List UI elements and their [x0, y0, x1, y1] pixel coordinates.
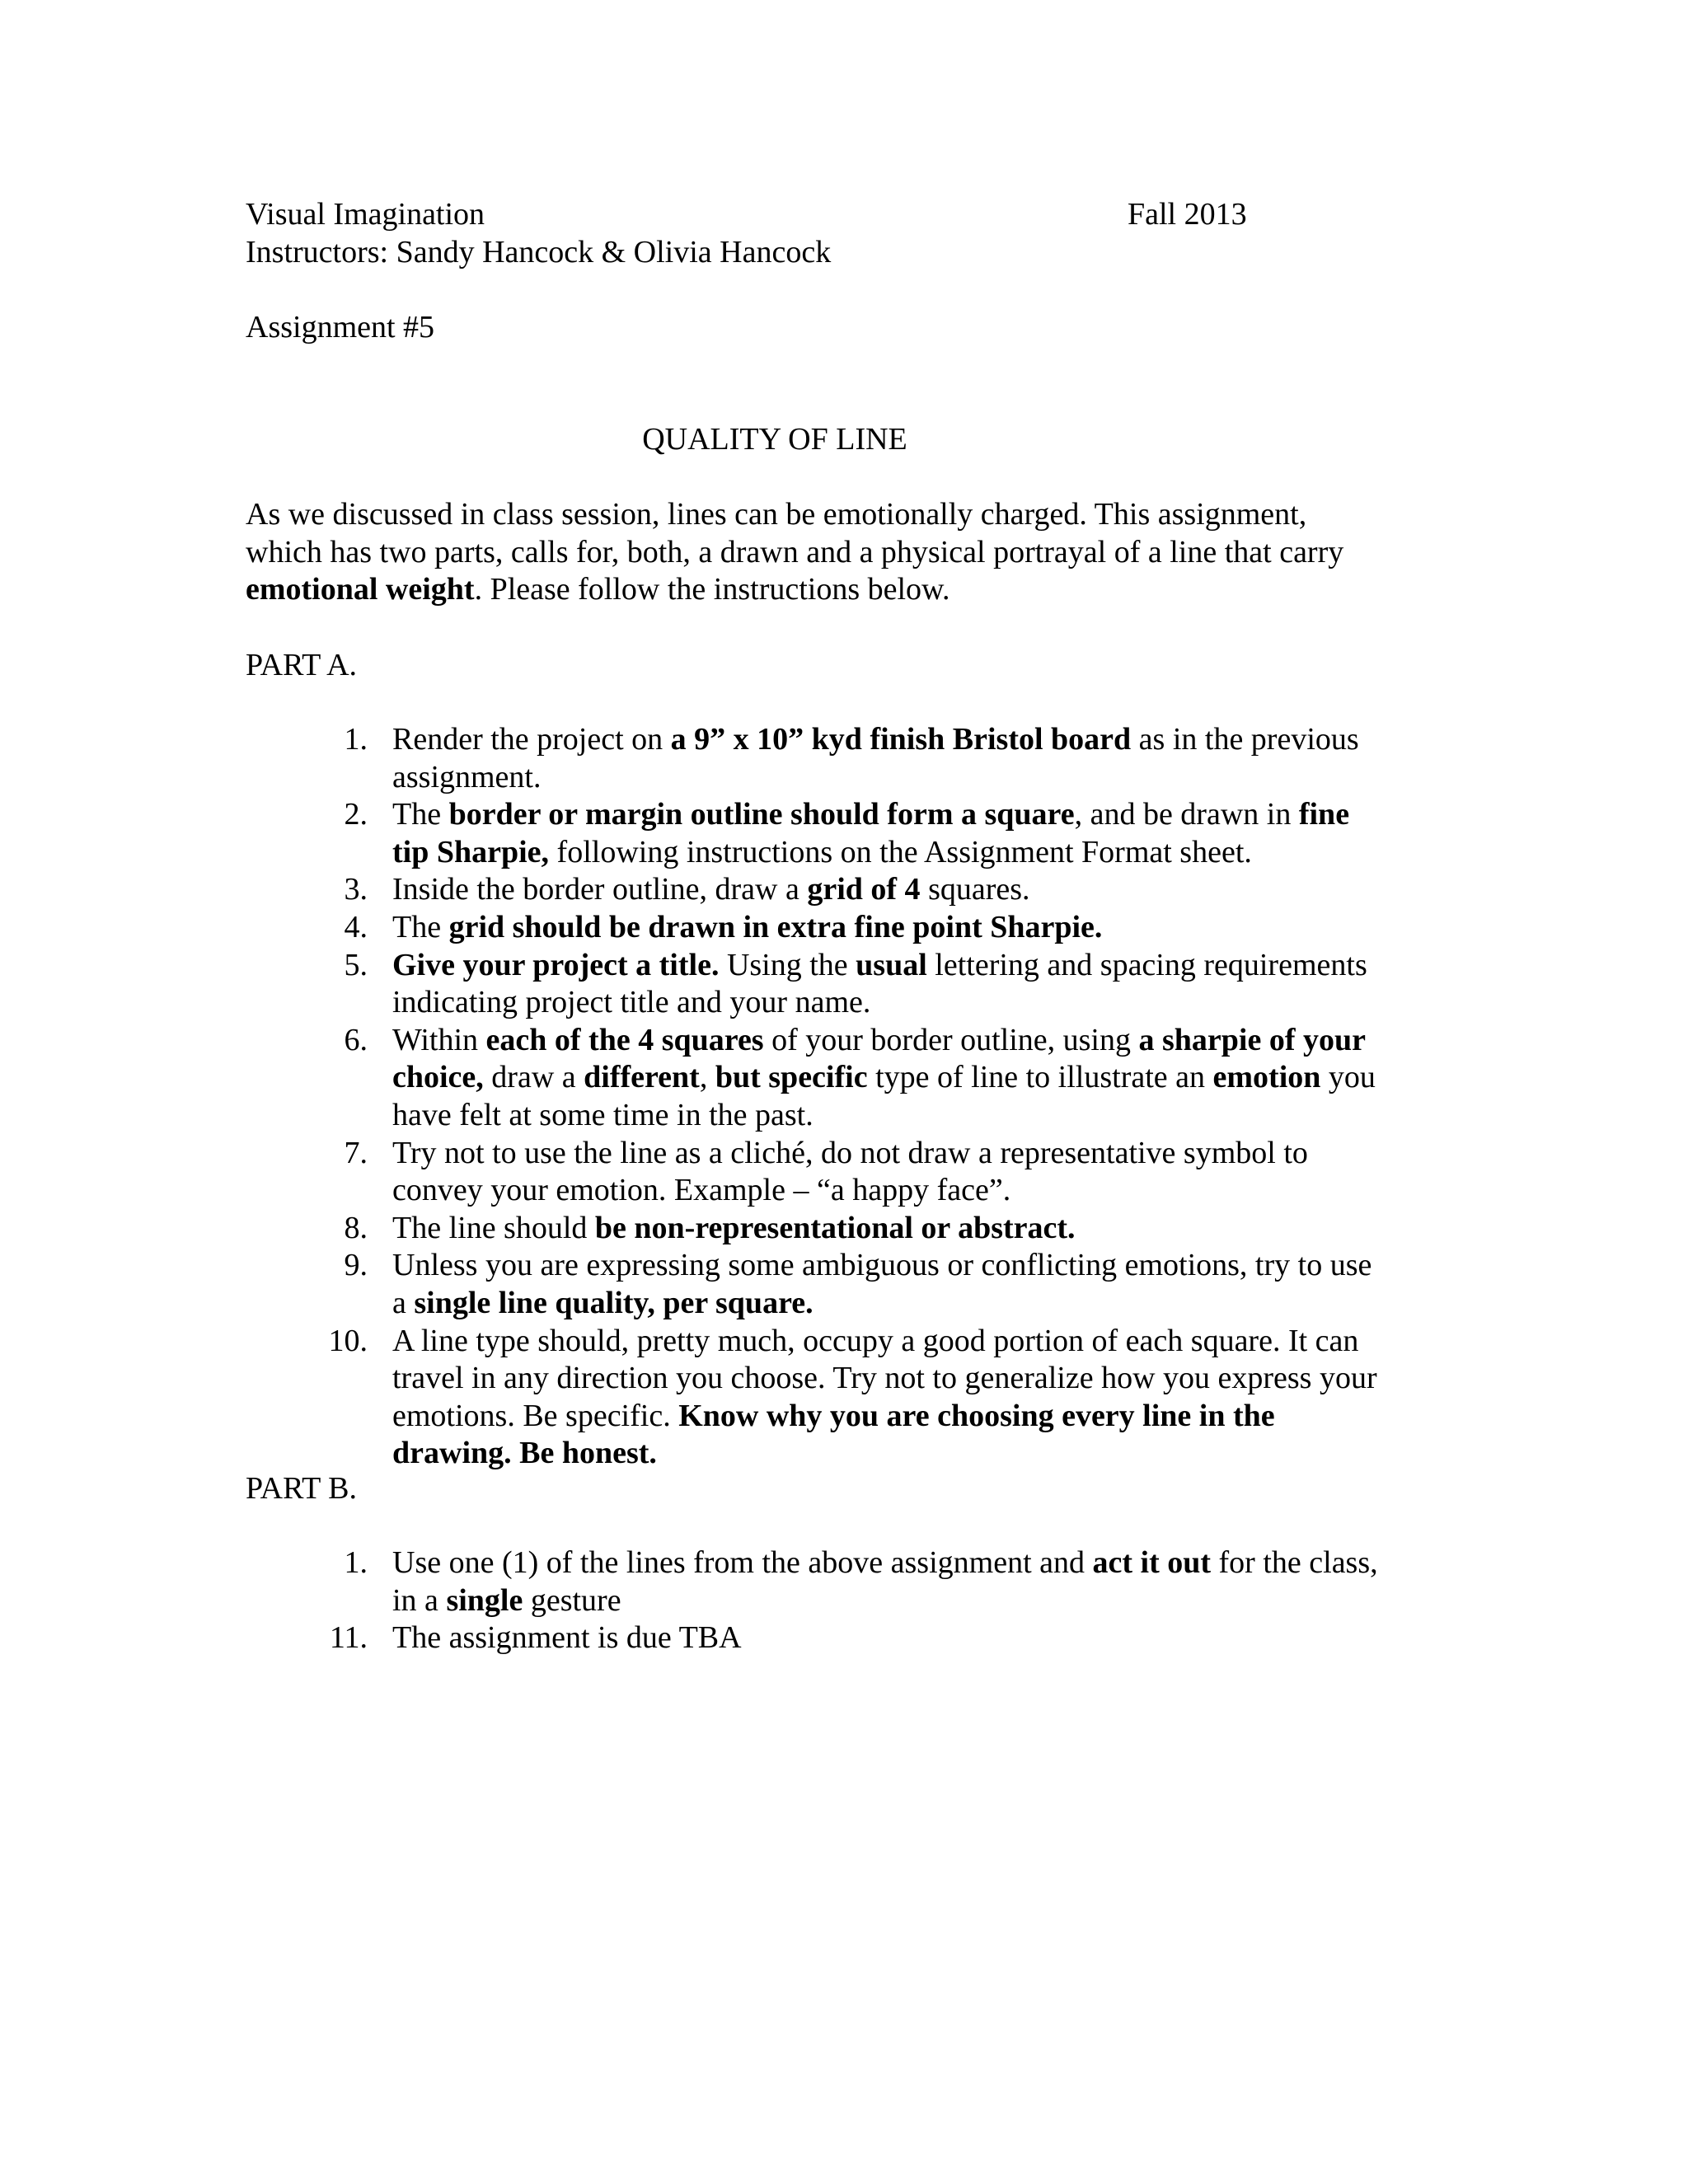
list-item: 1. Render the project on a 9” x 10” kyd finish Bristol board as in the previous assignment.: [328, 721, 1465, 796]
list-item: 9. Unless you are expressing some ambiguous or conflicting emotions, try to use a single line quality, per square.: [328, 1247, 1465, 1322]
part-a-list: [328, 721, 1465, 1473]
part-a-heading: PART A.: [246, 648, 358, 682]
list-item: 10. A line type should, pretty much, occupy a good portion of each square. It can travel in any direction you choose. Try not to generalize how you express your emotions. Be specific. Know why you are choosing every line in the drawing. Be honest.: [328, 1323, 1377, 1471]
item-number: 8.: [344, 1210, 368, 1245]
list-item: 3. Inside the border outline, draw a grid of 4 squares.: [328, 871, 1465, 909]
intro-line-1: As we discussed in class session, lines can be emotionally charged. This assignment,: [246, 497, 1307, 532]
item-number: 9.: [344, 1248, 368, 1283]
intro-line-2: which has two parts, calls for, both, a drawn and a physical portrayal of a line that carry: [246, 534, 1344, 569]
list-item: 2. The border or margin outline should form a square, and be drawn in fine tip Sharpie, following instructions on the Assignment Format sheet.: [328, 796, 1465, 871]
item-number: 7.: [344, 1135, 368, 1170]
item-number: 11.: [329, 1620, 368, 1656]
list-item: 4. The grid should be drawn in extra fine point Sharpie.: [328, 909, 1465, 947]
intro-line-3: emotional weight. Please follow the instructions below.: [246, 572, 950, 607]
item-number: 10.: [328, 1323, 368, 1358]
list-item: 8. The line should be non-representational or abstract.: [328, 1210, 1465, 1248]
course-name: Visual Imagination: [246, 197, 485, 232]
part-b-list: [328, 1544, 1465, 1657]
list-item: 6. Within each of the 4 squares of your border outline, using a sharpie of your choice, draw a different, but specific type of line to illustrate an emotion you have felt at some time in the past.: [328, 1022, 1465, 1135]
assignment-number: Assignment #5: [246, 310, 435, 344]
item-number: 5.: [344, 947, 368, 982]
list-item: 11. The assignment is due TBA: [328, 1619, 1465, 1657]
item-number: 6.: [344, 1022, 368, 1057]
list-item: 1. Use one (1) of the lines from the above assignment and act it out for the class, in a single gesture: [328, 1544, 1465, 1619]
item-number: 1.: [344, 722, 368, 757]
intro-paragraph: [246, 496, 1482, 609]
item-number: 4.: [344, 909, 368, 944]
item-number: 2.: [344, 797, 368, 832]
document-title: QUALITY OF LINE: [642, 422, 907, 457]
part-b-heading: PART B.: [246, 1471, 358, 1506]
item-number: 1.: [344, 1545, 368, 1580]
intro-emphasis: emotional weight: [246, 572, 475, 607]
list-item: 7. Try not to use the line as a cliché, do not draw a representative symbol to convey your emotion. Example – “a happy face”.: [328, 1135, 1465, 1210]
item-number: 3.: [344, 872, 368, 907]
instructors-line: Instructors: Sandy Hancock & Olivia Hancock: [246, 235, 832, 269]
list-item: 5. Give your project a title. Using the usual lettering and spacing requirements indicating project title and your name.: [328, 947, 1465, 1022]
term: Fall 2013: [1128, 197, 1247, 232]
